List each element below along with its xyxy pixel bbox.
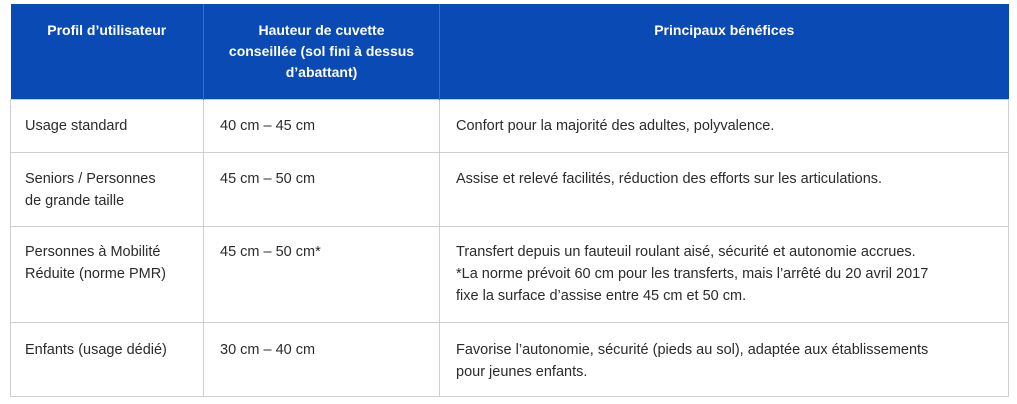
cell-height bbox=[204, 323, 440, 397]
cell-benefits bbox=[440, 100, 1009, 153]
cell-text: pour jeunes enfants. bbox=[456, 364, 588, 380]
table-row bbox=[11, 227, 1009, 323]
cell-height bbox=[204, 100, 440, 153]
cell-profile bbox=[11, 100, 204, 153]
cell-text: Réduite (norme PMR) bbox=[25, 266, 167, 282]
cell-text: *La norme prévoit 60 cm pour les transferts, mais l’arrêté du 20 avril 2017 bbox=[456, 266, 929, 282]
toilet-height-table-container bbox=[10, 4, 1008, 397]
cell-profile bbox=[11, 323, 204, 397]
cell-benefits bbox=[440, 227, 1009, 323]
table-row bbox=[11, 100, 1009, 153]
header-benefits bbox=[440, 4, 1009, 100]
header-text: conseillée (sol fini à dessus bbox=[228, 43, 415, 59]
cell-text: Seniors / Personnes bbox=[25, 171, 156, 187]
cell-text: 45 cm – 50 cm* bbox=[220, 244, 321, 260]
cell-text: Confort pour la majorité des adultes, polyvalence. bbox=[456, 118, 775, 134]
cell-profile bbox=[11, 153, 204, 227]
cell-text: Enfants (usage dédié) bbox=[25, 342, 167, 358]
header-text: Hauteur de cuvette bbox=[258, 22, 385, 38]
cell-text: 40 cm – 45 cm bbox=[220, 118, 316, 134]
header-text: Profil d’utilisateur bbox=[47, 22, 167, 38]
table-header bbox=[11, 4, 1009, 100]
cell-text: fixe la surface d’assise entre 45 cm et 50 cm. bbox=[456, 288, 747, 304]
cell-height bbox=[204, 153, 440, 227]
toilet-height-table bbox=[10, 4, 1009, 397]
header-row bbox=[11, 4, 1009, 100]
header-profile bbox=[11, 4, 204, 100]
header-text: Principaux bénéfices bbox=[654, 22, 795, 38]
cell-text: Usage standard bbox=[25, 118, 128, 134]
header-text: d’abattant) bbox=[285, 64, 358, 80]
cell-text: Transfert depuis un fauteuil roulant aisé, sécurité et autonomie accrues. bbox=[456, 244, 916, 260]
cell-text: Personnes à Mobilité bbox=[25, 244, 161, 260]
table-row bbox=[11, 153, 1009, 227]
cell-text: Assise et relevé facilités, réduction des efforts sur les articulations. bbox=[456, 171, 883, 187]
header-height bbox=[204, 4, 440, 100]
cell-benefits bbox=[440, 153, 1009, 227]
cell-benefits bbox=[440, 323, 1009, 397]
table-row bbox=[11, 323, 1009, 397]
cell-profile bbox=[11, 227, 204, 323]
cell-height bbox=[204, 227, 440, 323]
table-body bbox=[11, 100, 1009, 397]
cell-text: Favorise l’autonomie, sécurité (pieds au sol), adaptée aux établissements bbox=[456, 342, 929, 358]
cell-text: de grande taille bbox=[25, 193, 125, 209]
cell-text: 45 cm – 50 cm bbox=[220, 171, 316, 187]
cell-text: 30 cm – 40 cm bbox=[220, 342, 316, 358]
